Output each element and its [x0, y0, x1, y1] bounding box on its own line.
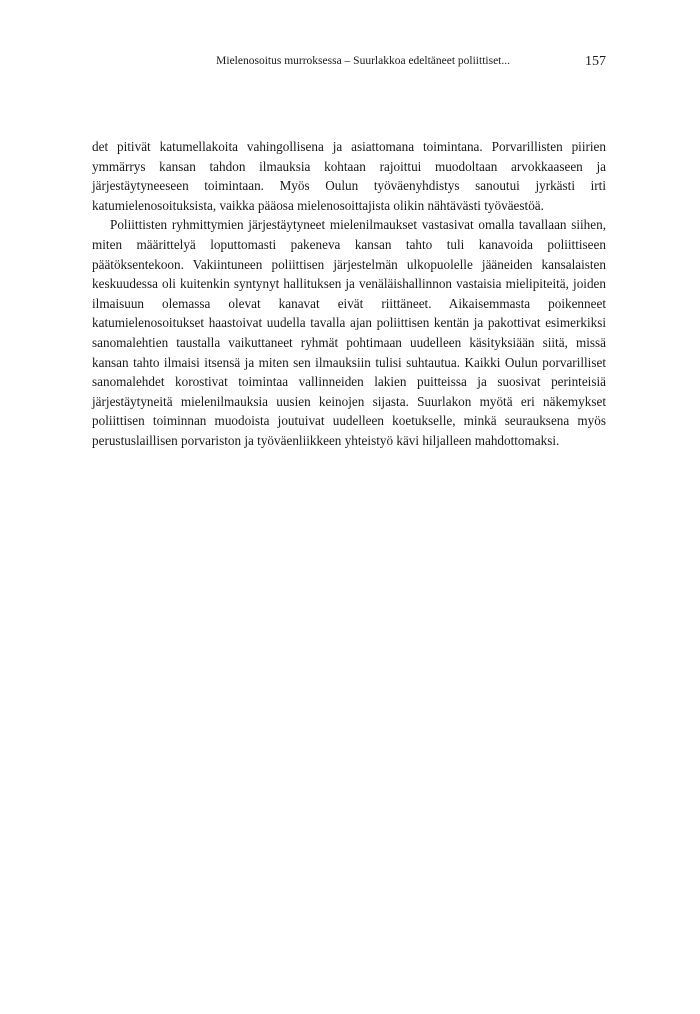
body-text: [92, 137, 606, 451]
paragraph-2: Poliittisten ryhmittymien järjestäytyneet mielenilmaukset vastasivat omalla tavallaan siihen, miten määrittelyä loputtomasti pakeneva kansan tahto tuli kanavoida poliittiseen päätöksentekoon. Vakiintuneen poliittisen järjestelmän ulkopuolelle jääneiden kansalaisten keskuudessa oli kuitenkin syntynyt hallituksen ja venäläishallinnon vastaisia mielipiteitä, joiden ilmaisuun olemassa olevat kanavat eivät riittäneet. Aikaisemmasta poikenneet katumielenosoitukset haastoivat uudella tavalla ajan poliittisen kentän ja pakottivat esimerkiksi sanomalehtien taustalla vaikuttaneet ryhmät pohtimaan uudelleen käsityksiään siitä, missä kansan tahto ilmaisi itsensä ja miten sen ilmauksiin tulisi suhtautua. Kaikki Oulun porvarilliset sanomalehdet korostivat toimintaa vallinneiden lakien puitteissa ja suosivat perinteisiä järjestäytyneitä mielenilmauksia uusien keinojen sijasta. Suurlakon myötä eri näkemykset poliittisen toiminnan muodoista joutuivat uudelleen koetukselle, minkä seurauksena myös perustuslaillisen porvariston ja työväenliikkeen yhteistyö kävi hiljalleen mahdottomaksi.: [92, 217, 606, 448]
paragraph-1: det pitivät katumellakoita vahingollisena ja asiattomana toimintana. Porvarillisten piirien ymmärrys kansan tahdon ilmauksia kohtaan rajoittui muodoltaan arvokkaaseen ja järjestäytyneeseen toimintaan. Myös Oulun työväenyhdistys sanoutui jyrkästi irti katumielenosoituksista, vaikka pääosa mielenosoittajista olikin nähtävästi työväestöä.: [92, 139, 606, 213]
page-number: 157: [585, 54, 606, 69]
running-title: Mielenosoitus murroksessa – Suurlakkoa edeltäneet poliittiset...: [216, 55, 510, 67]
running-header: [92, 54, 606, 74]
